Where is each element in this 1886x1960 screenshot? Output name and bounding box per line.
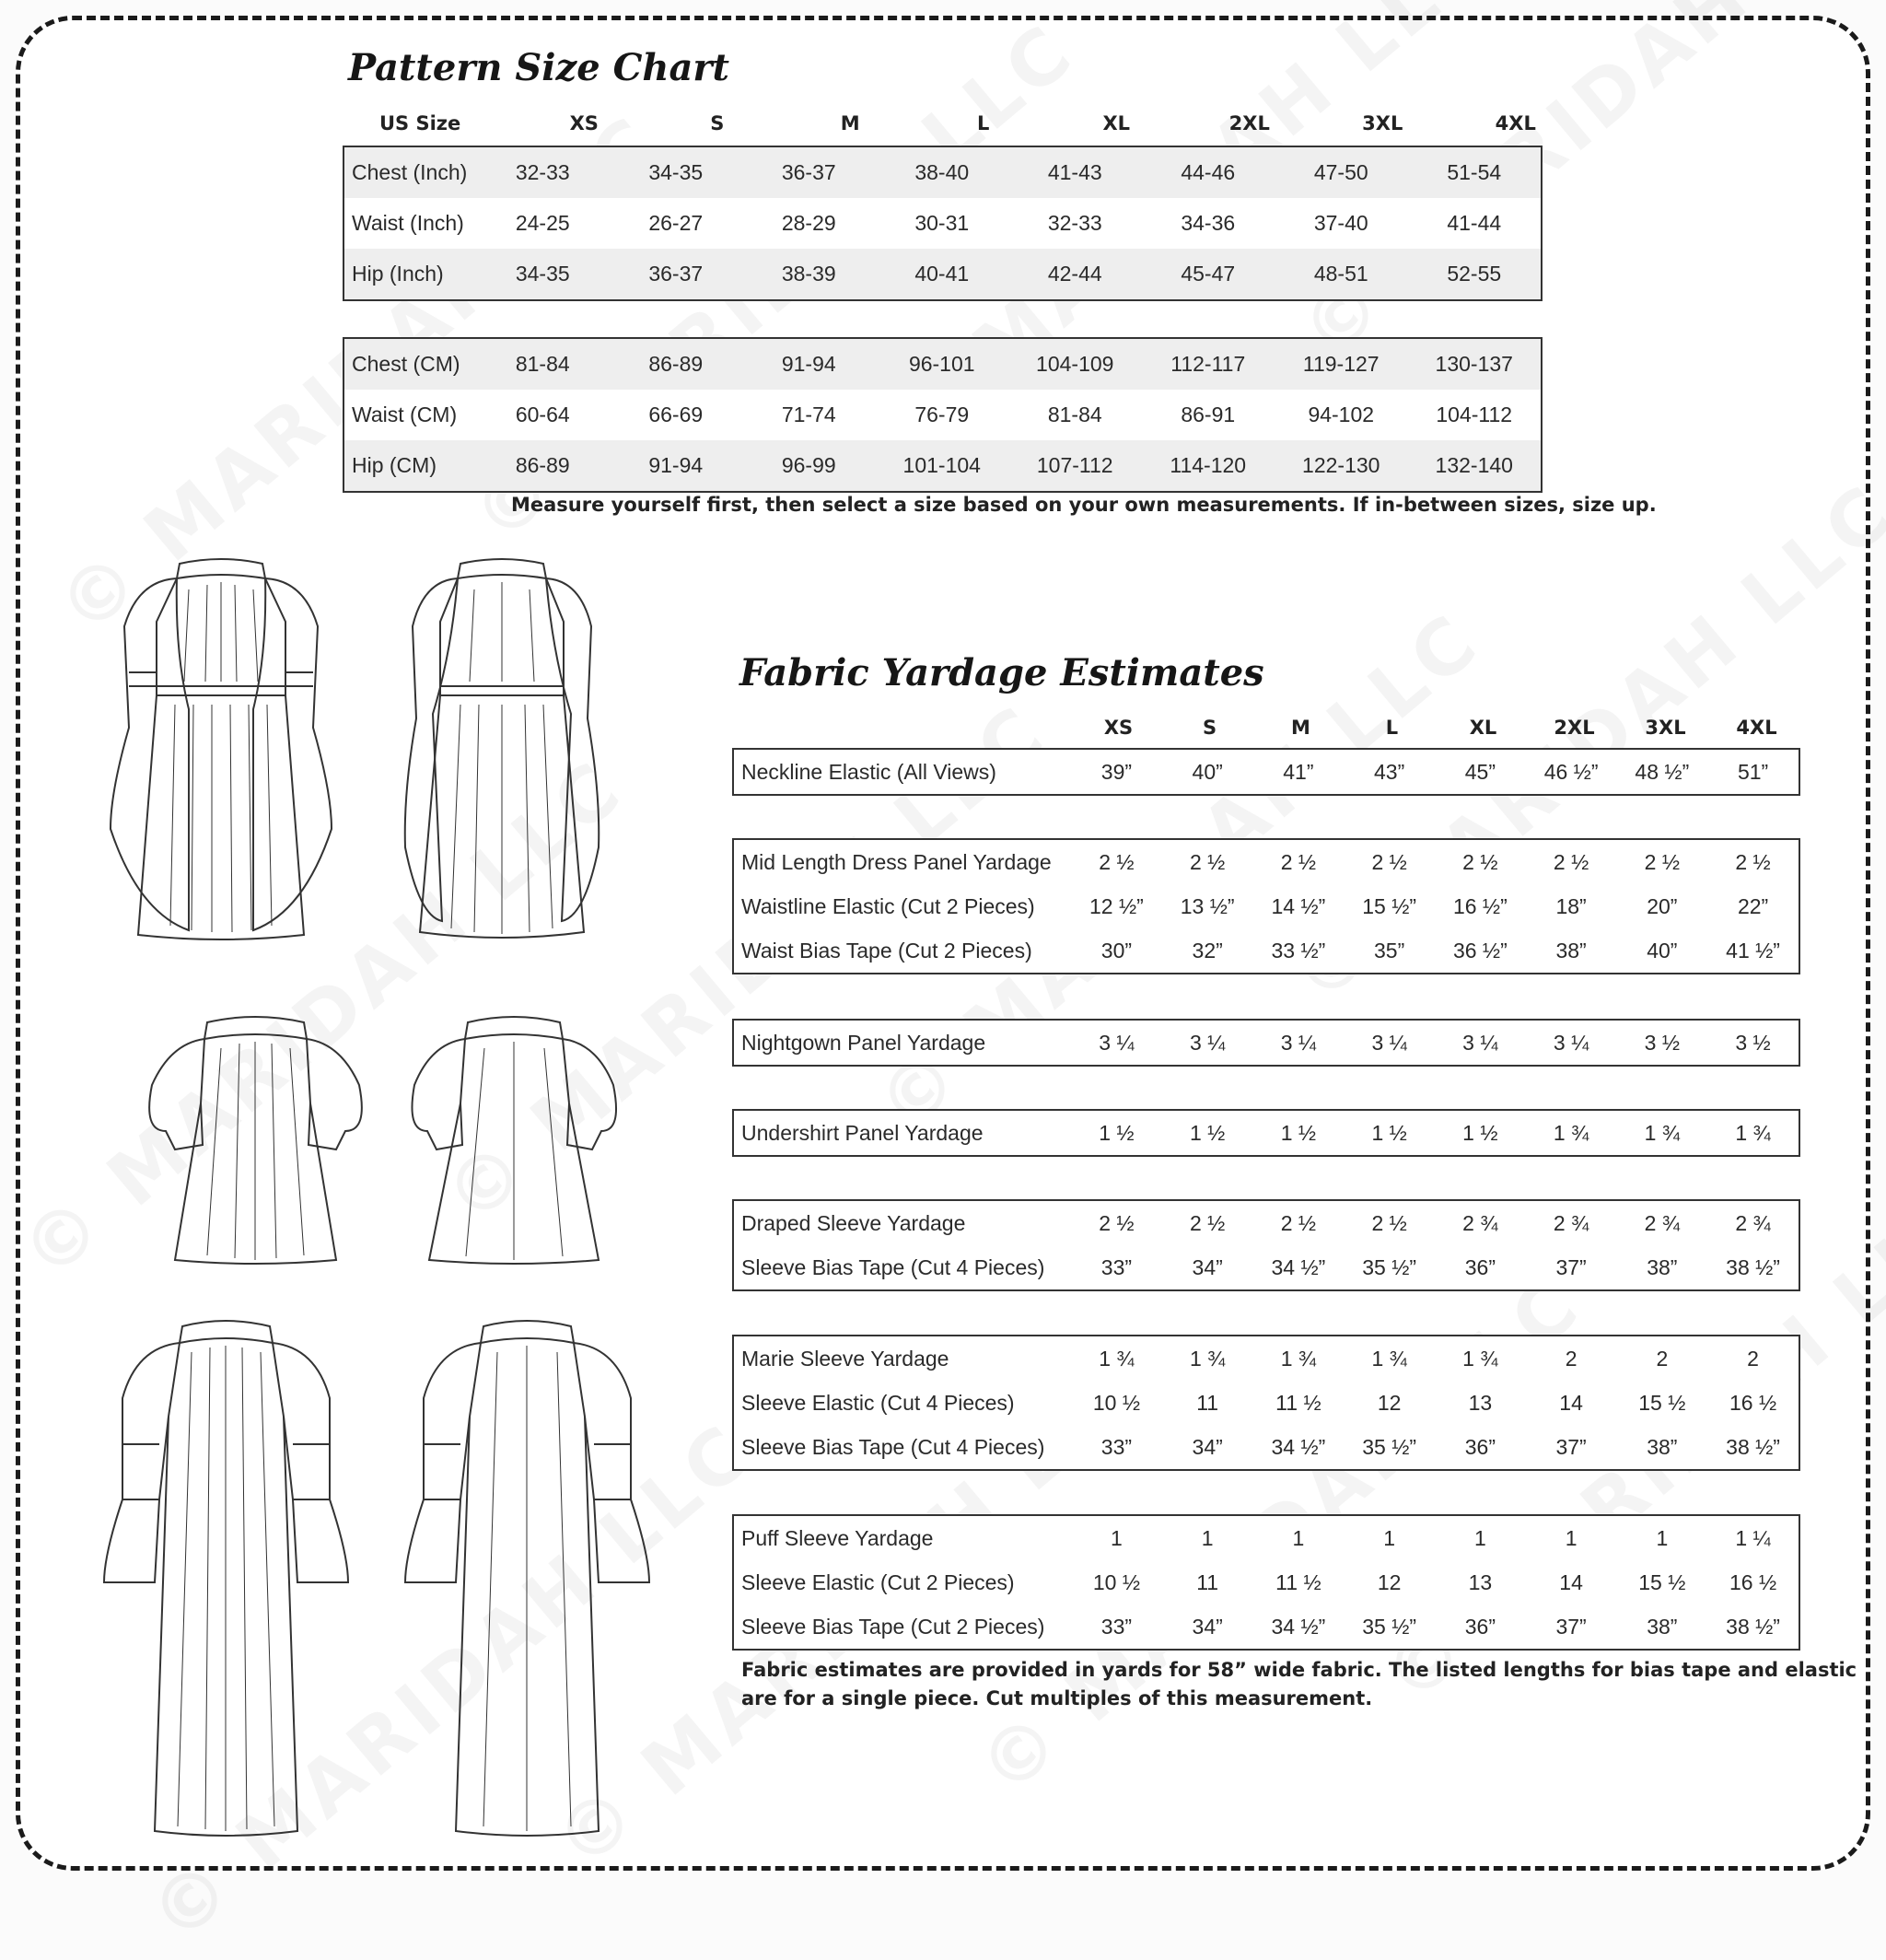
yardage-header-l: L [1385, 717, 1399, 739]
size-header-xl: XL [1102, 112, 1131, 134]
table-cell: 1 ¼ [1735, 1525, 1771, 1550]
table-cell: 30-31 [914, 211, 970, 235]
table-cell: 14 ½” [1271, 893, 1326, 918]
table-cell: 11 [1196, 1390, 1219, 1415]
yardage-header-xl: XL [1469, 717, 1497, 739]
table-cell: 1 [1383, 1525, 1396, 1550]
table-cell: 2 ½ [1280, 1210, 1317, 1235]
table-row [734, 1201, 1799, 1245]
table-cell: 76-79 [914, 402, 970, 426]
table-cell: 41 ½” [1726, 938, 1780, 962]
table-cell: 3 ½ [1644, 1030, 1681, 1055]
table-cell: 94-102 [1308, 402, 1375, 426]
table-cell: 12 [1377, 1569, 1402, 1594]
row-label: Neckline Elastic (All Views) [741, 759, 996, 784]
row-label: Sleeve Bias Tape (Cut 4 Pieces) [741, 1434, 1045, 1459]
illustration-undershirt-front [138, 1011, 373, 1265]
table-cell: 34-36 [1181, 211, 1236, 235]
table-cell: 35” [1374, 938, 1405, 962]
table-cell: 36” [1464, 1614, 1496, 1639]
table-cell: 34 ½” [1271, 1254, 1326, 1279]
table-cell: 1 ½ [1371, 1120, 1407, 1145]
table-cell: 16 ½ [1729, 1569, 1777, 1594]
table-row [734, 1381, 1799, 1425]
table-cell: 10 ½ [1092, 1569, 1140, 1594]
table-cell: 96-101 [908, 352, 975, 376]
table-cell: 60-64 [515, 402, 570, 426]
table-cell: 38” [1647, 1434, 1678, 1459]
table-cell: 13 [1468, 1569, 1493, 1594]
table-cell: 2 ¾ [1553, 1210, 1589, 1235]
table-row [734, 1560, 1799, 1604]
table-cell: 2 ½ [1099, 1210, 1135, 1235]
table-cell: 132-140 [1435, 453, 1513, 477]
waist-band [157, 686, 285, 695]
table-row [344, 198, 1541, 249]
yardage-header-2xl: 2XL [1554, 717, 1595, 739]
row-label: Sleeve Elastic (Cut 4 Pieces) [741, 1390, 1015, 1415]
table-cell: 1 ½ [1189, 1120, 1226, 1145]
table-cell: 15 ½ [1638, 1390, 1686, 1415]
table-row [344, 249, 1541, 299]
size-chart-header [343, 105, 1582, 142]
table-cell: 40” [1192, 759, 1223, 784]
table-cell: 44-46 [1181, 160, 1236, 184]
table-cell: 43” [1374, 759, 1405, 784]
left-sleeve [111, 578, 189, 930]
table-cell: 15 ½” [1362, 893, 1417, 918]
table-cell: 13 ½” [1180, 893, 1235, 918]
neckline-ruffle [177, 559, 265, 578]
table-cell: 101-104 [902, 453, 981, 477]
table-cell: 34 ½” [1271, 1434, 1326, 1459]
table-cell: 36-37 [648, 262, 704, 286]
table-cell: 46 ½” [1543, 759, 1599, 784]
table-cell: 41-44 [1447, 211, 1502, 235]
size-header-m: M [840, 112, 860, 134]
size-header-4xl: 4XL [1495, 112, 1536, 134]
table-cell: 1 ¾ [1099, 1346, 1135, 1371]
us-size-label: US Size [379, 112, 461, 134]
table-cell: 2 ½ [1371, 1210, 1407, 1235]
table-cell: 1 [1111, 1525, 1123, 1550]
table-cell: 34 ½” [1271, 1614, 1326, 1639]
table-cell: 1 [1473, 1525, 1486, 1550]
table-cell: 122-130 [1302, 453, 1380, 477]
yardage-header-4xl: 4XL [1736, 717, 1777, 739]
yardage-header [732, 709, 1802, 746]
table-cell: 81-84 [515, 352, 570, 376]
table-cell: 32-33 [1047, 211, 1102, 235]
table-cell: 34-35 [648, 160, 704, 184]
table-cell: 1 [1201, 1525, 1214, 1550]
table-cell: 96-99 [781, 453, 836, 477]
table-cell: 26-27 [648, 211, 704, 235]
table-cell: 38” [1555, 938, 1587, 962]
table-cell: 2 [1565, 1346, 1577, 1371]
table-cell: 11 [1196, 1569, 1219, 1594]
row-label: Waist Bias Tape (Cut 2 Pieces) [741, 938, 1032, 962]
table-cell: 33 ½” [1271, 938, 1326, 962]
row-label: Waist (Inch) [352, 211, 464, 235]
table-cell: 3 ¼ [1099, 1030, 1135, 1055]
table-row [734, 1604, 1799, 1649]
table-cell: 3 ½ [1735, 1030, 1771, 1055]
table-cell: 32-33 [515, 160, 570, 184]
table-cell: 36-37 [781, 160, 836, 184]
table-row [734, 1021, 1799, 1065]
table-cell: 91-94 [781, 352, 836, 376]
yardage-group-table [732, 1199, 1800, 1291]
table-cell: 1 ¾ [1553, 1120, 1589, 1145]
row-label: Waist (CM) [352, 402, 458, 426]
table-cell: 15 ½ [1638, 1569, 1686, 1594]
table-cell: 38 ½” [1726, 1434, 1780, 1459]
table-cell: 1 ¾ [1735, 1120, 1771, 1145]
table-cell: 36” [1464, 1434, 1496, 1459]
table-cell: 40” [1647, 938, 1678, 962]
table-cell: 37-40 [1313, 211, 1368, 235]
table-cell: 3 ¼ [1280, 1030, 1317, 1055]
table-cell: 2 ½ [1462, 849, 1498, 874]
yardage-note-line-2: are for a single piece. Cut multiples of this measurement. [741, 1687, 1373, 1709]
table-cell: 41-43 [1047, 160, 1102, 184]
table-cell: 33” [1100, 1614, 1133, 1639]
table-row [734, 840, 1799, 884]
table-row [344, 390, 1541, 440]
table-cell: 38-39 [781, 262, 836, 286]
table-cell: 14 [1559, 1569, 1583, 1594]
size-header-s: S [710, 112, 725, 134]
table-cell: 10 ½ [1092, 1390, 1140, 1415]
illustration-nightgown-back [401, 1315, 654, 1840]
table-row [734, 1425, 1799, 1469]
table-cell: 2 ¾ [1644, 1210, 1681, 1235]
table-cell: 48 ½” [1635, 759, 1690, 784]
yardage-group-table [732, 838, 1800, 974]
table-cell: 32” [1192, 938, 1223, 962]
table-cell: 36 ½” [1452, 938, 1508, 962]
row-label: Nightgown Panel Yardage [741, 1030, 986, 1055]
table-cell: 2 ½ [1371, 849, 1407, 874]
inch-measurements-table [343, 146, 1543, 301]
table-cell: 112-117 [1170, 352, 1246, 376]
yardage-header-m: M [1291, 717, 1310, 739]
table-cell: 51-54 [1447, 160, 1502, 184]
table-cell: 45” [1464, 759, 1496, 784]
table-cell: 1 ¾ [1371, 1346, 1407, 1371]
table-row [734, 1111, 1799, 1155]
yardage-group-table [732, 1335, 1800, 1471]
table-cell: 22” [1737, 893, 1769, 918]
row-label: Hip (Inch) [352, 262, 444, 286]
table-row [734, 1245, 1799, 1289]
illustration-draped-sleeve-dress-front [101, 553, 341, 944]
table-cell: 2 ¾ [1735, 1210, 1771, 1235]
table-cell: 38-40 [914, 160, 970, 184]
illustration-nightgown-front [99, 1315, 353, 1840]
row-label: Sleeve Bias Tape (Cut 4 Pieces) [741, 1254, 1045, 1279]
table-cell: 1 [1292, 1525, 1305, 1550]
skirt [138, 695, 304, 939]
table-cell: 2 ½ [1553, 849, 1589, 874]
yardage-header-3xl: 3XL [1645, 717, 1686, 739]
row-label: Hip (CM) [352, 453, 437, 477]
table-row [344, 440, 1541, 491]
cm-measurements-table [343, 337, 1543, 493]
row-label: Sleeve Elastic (Cut 2 Pieces) [741, 1569, 1015, 1594]
table-cell: 39” [1100, 759, 1133, 784]
table-cell: 1 ½ [1462, 1120, 1498, 1145]
table-cell: 1 [1565, 1525, 1577, 1550]
table-cell: 47-50 [1313, 160, 1368, 184]
table-cell: 38 ½” [1726, 1614, 1780, 1639]
row-label: Draped Sleeve Yardage [741, 1210, 966, 1235]
table-cell: 38 ½” [1726, 1254, 1780, 1279]
table-cell: 16 ½ [1729, 1390, 1777, 1415]
table-cell: 35 ½” [1362, 1254, 1417, 1279]
table-cell: 16 ½” [1452, 893, 1508, 918]
table-cell: 38” [1647, 1254, 1678, 1279]
row-label: Marie Sleeve Yardage [741, 1346, 949, 1371]
table-cell: 130-137 [1435, 352, 1513, 376]
table-cell: 1 ¾ [1189, 1346, 1226, 1371]
table-cell: 51” [1737, 759, 1769, 784]
table-cell: 20” [1647, 893, 1678, 918]
table-cell: 14 [1559, 1390, 1583, 1415]
table-cell: 66-69 [648, 402, 704, 426]
table-cell: 34” [1192, 1614, 1223, 1639]
table-cell: 86-91 [1181, 402, 1236, 426]
yardage-group-table [732, 1514, 1800, 1651]
table-row [344, 147, 1541, 198]
size-header-2xl: 2XL [1228, 112, 1270, 134]
row-label: Sleeve Bias Tape (Cut 2 Pieces) [741, 1614, 1045, 1639]
table-cell: 13 [1468, 1390, 1493, 1415]
yardage-note-line-1: Fabric estimates are provided in yards for 58” wide fabric. The listed lengths for bias tape and elastic [741, 1659, 1857, 1681]
table-cell: 33” [1100, 1254, 1133, 1279]
table-cell: 45-47 [1181, 262, 1236, 286]
table-cell: 34-35 [515, 262, 570, 286]
table-cell: 34” [1192, 1254, 1223, 1279]
table-cell: 41” [1283, 759, 1314, 784]
table-row [734, 928, 1799, 973]
yardage-header-s: S [1202, 717, 1217, 739]
illustration-undershirt-back [402, 1011, 627, 1265]
row-label: Undershirt Panel Yardage [741, 1120, 984, 1145]
table-cell: 3 ¼ [1553, 1030, 1589, 1055]
table-cell: 104-109 [1036, 352, 1114, 376]
illustration-draped-sleeve-dress-back [387, 553, 617, 944]
table-cell: 52-55 [1447, 262, 1502, 286]
table-cell: 86-89 [648, 352, 704, 376]
table-cell: 114-120 [1170, 453, 1247, 477]
table-cell: 30” [1100, 938, 1133, 962]
yardage-note [741, 1656, 1857, 1713]
table-cell: 1 ½ [1280, 1120, 1317, 1145]
yardage-title: Fabric Yardage Estimates [739, 651, 1264, 694]
table-row [734, 1336, 1799, 1381]
yardage-group-table [732, 748, 1800, 796]
table-cell: 35 ½” [1362, 1434, 1417, 1459]
table-cell: 104-112 [1436, 402, 1513, 426]
table-cell: 2 ½ [1735, 849, 1771, 874]
sleeve-band-right [285, 672, 313, 686]
table-cell: 12 ½” [1089, 893, 1144, 918]
table-cell: 91-94 [648, 453, 704, 477]
size-chart-title: Pattern Size Chart [348, 46, 729, 89]
row-label: Chest (Inch) [352, 160, 468, 184]
table-cell: 2 ½ [1280, 849, 1317, 874]
table-cell: 1 ¾ [1462, 1346, 1498, 1371]
table-cell: 40-41 [914, 262, 970, 286]
table-cell: 28-29 [781, 211, 836, 235]
table-cell: 2 ½ [1644, 849, 1681, 874]
table-cell: 34” [1192, 1434, 1223, 1459]
table-cell: 12 [1377, 1390, 1402, 1415]
yardage-group-table [732, 1109, 1800, 1157]
table-cell: 36” [1464, 1254, 1496, 1279]
table-cell: 2 [1656, 1346, 1669, 1371]
table-cell: 18” [1555, 893, 1587, 918]
table-cell: 1 ¾ [1644, 1120, 1681, 1145]
table-cell: 24-25 [515, 211, 570, 235]
table-cell: 11 ½ [1275, 1390, 1321, 1415]
table-row [734, 1516, 1799, 1560]
table-cell: 37” [1555, 1434, 1587, 1459]
row-label: Chest (CM) [352, 352, 460, 376]
table-cell: 2 ½ [1189, 849, 1226, 874]
table-row [734, 884, 1799, 928]
row-label: Waistline Elastic (Cut 2 Pieces) [741, 893, 1035, 918]
table-cell: 37” [1555, 1254, 1587, 1279]
table-cell: 11 ½ [1275, 1569, 1321, 1594]
table-cell: 119-127 [1302, 352, 1380, 376]
row-label: Mid Length Dress Panel Yardage [741, 849, 1052, 874]
yardage-group-table [732, 1019, 1800, 1067]
table-row [734, 750, 1799, 794]
table-cell: 3 ¼ [1462, 1030, 1498, 1055]
sleeve-band-left [129, 672, 157, 686]
table-cell: 1 [1656, 1525, 1669, 1550]
table-cell: 2 [1747, 1346, 1759, 1371]
size-header-l: L [977, 112, 990, 134]
table-cell: 42-44 [1047, 262, 1102, 286]
table-cell: 48-51 [1313, 262, 1368, 286]
table-cell: 3 ¼ [1371, 1030, 1407, 1055]
row-label: Puff Sleeve Yardage [741, 1525, 934, 1550]
table-cell: 71-74 [781, 402, 836, 426]
table-cell: 2 ½ [1099, 849, 1135, 874]
table-cell: 2 ½ [1189, 1210, 1226, 1235]
table-cell: 3 ¼ [1189, 1030, 1226, 1055]
table-cell: 1 ½ [1099, 1120, 1135, 1145]
table-cell: 86-89 [515, 453, 570, 477]
table-cell: 107-112 [1036, 453, 1113, 477]
table-cell: 35 ½” [1362, 1614, 1417, 1639]
table-cell: 1 ¾ [1280, 1346, 1317, 1371]
size-chart-note: Measure yourself first, then select a size based on your own measurements. If in-between sizes, size up. [511, 494, 1657, 516]
table-cell: 33” [1100, 1434, 1133, 1459]
table-row [344, 339, 1541, 390]
yardage-header-xs: XS [1103, 717, 1134, 739]
right-sleeve [253, 578, 332, 930]
table-cell: 2 ¾ [1462, 1210, 1498, 1235]
size-header-3xl: 3XL [1362, 112, 1403, 134]
size-header-xs: XS [569, 112, 599, 134]
table-cell: 37” [1555, 1614, 1587, 1639]
table-cell: 38” [1647, 1614, 1678, 1639]
table-cell: 81-84 [1047, 402, 1102, 426]
